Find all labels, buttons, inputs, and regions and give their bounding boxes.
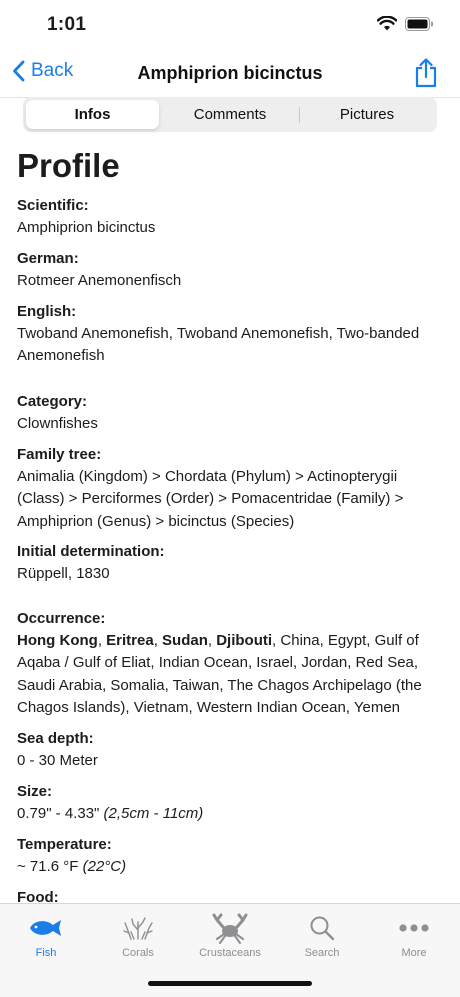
german-value: Rotmeer Anemonenfisch — [17, 272, 182, 289]
profile-heading: Profile — [17, 147, 120, 184]
segment-comments[interactable]: Comments — [193, 106, 267, 123]
tab-corals[interactable] — [92, 914, 184, 959]
search-icon — [302, 914, 342, 942]
segment-pictures[interactable]: Pictures — [339, 106, 395, 123]
category-label: Category: — [17, 393, 88, 410]
food-label: Food: — [17, 889, 59, 903]
share-button[interactable] — [414, 58, 438, 93]
back-button[interactable] — [12, 60, 73, 82]
navigation-bar — [0, 50, 460, 98]
temperature-metric: (22°C) — [82, 858, 127, 875]
initial-determination-label: Initial determination: — [17, 543, 165, 560]
tab-crustaceans-label: Crustaceans — [199, 947, 261, 959]
tab-more[interactable] — [368, 914, 460, 959]
share-icon — [414, 58, 438, 88]
english-value: Twoband Anemonefish, Twoband Anemonefish, Two-banded Anemonefish — [17, 325, 420, 365]
family-tree-value: Animalia (Kingdom) > Chordata (Phylum) > Actinopterygii (Class) > Perciformes (Order) > Pomacentridae (Family) > Amphiprion (Genus) > bicinctus (Species) — [17, 468, 404, 530]
occurrence-hong-kong: Hong Kong — [17, 632, 98, 649]
scientific-value: Amphiprion bicinctus — [17, 219, 156, 236]
occurrence-sudan: Sudan — [162, 632, 208, 649]
occurrence-rest: China, Egypt, Gulf of Aqaba / Gulf of Eliat, Indian Ocean, Israel, Jordan, Red Sea, Saudi Arabia, Somalia, Taiwan, The Chagos Archipelago (the Chagos Islands), Vietnam, Western Indian Ocean, Yemen — [17, 632, 422, 717]
tab-fish-label: Fish — [35, 947, 57, 959]
segmented-control — [23, 97, 437, 132]
crab-icon — [210, 914, 250, 942]
occurrence-djibouti: Djibouti — [216, 632, 273, 649]
tab-crustaceans[interactable] — [184, 914, 276, 959]
family-tree-label: Family tree: — [17, 446, 102, 463]
wifi-icon — [377, 16, 397, 31]
sea-depth-value: 0 - 30 Meter — [17, 752, 98, 769]
chevron-left-icon — [12, 60, 25, 82]
temperature-imperial: ~ 71.6 °F — [17, 858, 79, 875]
size-metric: (2,5cm - 11cm) — [103, 805, 204, 822]
occurrence-label: Occurrence: — [17, 610, 106, 627]
size-value — [17, 803, 443, 825]
scientific-label: Scientific: — [17, 197, 89, 214]
occurrence-value: Hong Kong, Eritrea, Sudan, Djibouti, China, Egypt, Gulf of Aqaba / Gulf of Eliat, Indian Ocean, Israel, Jordan, Red Sea, Saudi Arabia, Somalia, Taiwan, The Chagos Archipelago (the Chagos Islands), Vietnam, Western Indian Ocean, Yemen — [17, 632, 422, 717]
page-title: Amphiprion bicinctus — [137, 63, 323, 83]
back-button-label: Back — [31, 60, 74, 81]
fish-icon — [26, 914, 66, 942]
tab-more-label: More — [401, 947, 427, 959]
initial-determination-value: Rüppell, 1830 — [17, 565, 110, 582]
temperature-value — [17, 856, 443, 878]
battery-icon — [405, 17, 434, 31]
category-value: Clownfishes — [17, 415, 98, 432]
english-label: English: — [17, 303, 77, 320]
tab-corals-label: Corals — [122, 947, 154, 959]
segment-infos[interactable]: Infos — [26, 100, 159, 129]
status-time: 1:01 — [47, 14, 87, 35]
size-label: Size: — [17, 783, 53, 800]
temperature-label: Temperature: — [17, 836, 112, 853]
coral-icon — [118, 914, 158, 942]
profile-content — [17, 143, 443, 903]
tab-search-label: Search — [304, 947, 340, 959]
home-indicator — [148, 981, 312, 986]
sea-depth-label: Sea depth: — [17, 730, 94, 747]
tab-fish[interactable] — [0, 914, 92, 959]
status-bar — [0, 0, 460, 50]
german-label: German: — [17, 250, 79, 267]
tab-search[interactable] — [276, 914, 368, 959]
more-icon — [394, 914, 434, 942]
status-icons — [377, 16, 434, 31]
size-imperial: 0.79" - 4.33" — [17, 805, 100, 822]
occurrence-eritrea: Eritrea — [106, 632, 154, 649]
